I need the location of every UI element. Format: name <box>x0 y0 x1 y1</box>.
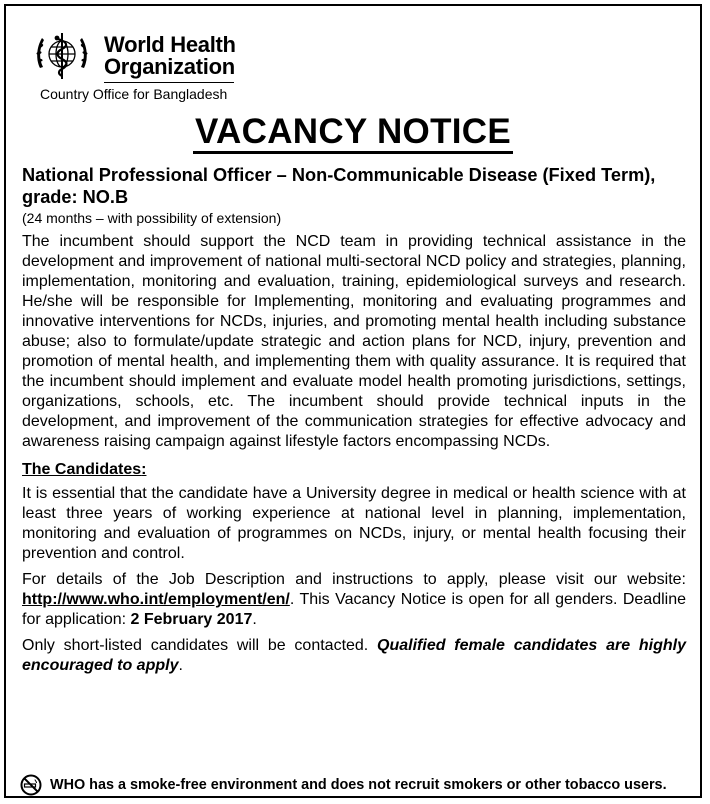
closing-end: . <box>178 657 183 674</box>
candidates-heading <box>22 460 686 480</box>
org-name-line1: World Health <box>104 32 236 57</box>
job-title <box>22 164 686 208</box>
employment-link[interactable]: http://www.who.int/employment/en/ <box>22 591 290 608</box>
job-title-line1: National Professional Officer – Non-Communicable Disease (Fixed Term), <box>22 165 656 185</box>
org-divider <box>104 82 234 83</box>
notice-title: VACANCY NOTICE <box>193 112 513 154</box>
contract-duration: (24 months – with possibility of extension) <box>22 210 282 226</box>
job-description: The incumbent should support the NCD team in providing technical assistance in the development and improvement of national multi-sectoral NCD policy and strategies, planning, implementation, monitoring and evaluation, training, epidemiological surveys and research. He/she will be responsible for Implementing, monitoring and evaluating programmes and innovative interventions for NCDs, injuries, and promoting mental health including substance abuse; also to formulate/update strategic and action plans for NCD, injury, prevention and promotion of mental health, and implementing them with quality assurance. It is required that the incumbent should implement and evaluate model health promoting jurisdictions, settings, organizations, schools, etc. The incumbent should provide technical inputs in the development, and improvement of the communication strategies for effective advocacy and awareness raising campaign against lifestyle factors encompassing NCDs. <box>22 233 686 450</box>
apply-text-after: . This Vacancy Notice is open for all genders. Deadline for application: <box>22 591 686 628</box>
smoke-free-notice <box>20 772 692 798</box>
closing-text: Only short-listed candidates will be contacted. <box>22 637 378 654</box>
candidates-heading-colon: : <box>141 461 147 478</box>
smoke-free-text: WHO has a smoke-free environment and does not recruit smokers or other tobacco users. <box>50 777 667 793</box>
notice-content <box>22 164 686 676</box>
no-smoking-icon <box>20 774 42 796</box>
who-emblem-icon <box>32 26 102 86</box>
candidate-requirements: It is essential that the candidate have a University degree in medical or health science with at least three years of working experience at national level in planning, implementation, monitoring and evaluation of programmes on NCDs, injury, or mental health focusing their prevention and control. <box>22 485 686 562</box>
country-office: Country Office for Bangladesh <box>40 86 228 102</box>
candidates-heading-text: The Candidates <box>22 461 142 478</box>
deadline-date: 2 February 2017 <box>130 611 253 628</box>
apply-text-before: For details of the Job Description and instructions to apply, please visit our website: <box>22 571 686 588</box>
who-logo <box>32 26 236 110</box>
female-candidates-note: Qualified female candidates are highly encouraged to apply <box>22 637 686 674</box>
closing-statement <box>22 636 686 676</box>
vacancy-notice-page <box>4 4 702 798</box>
notice-title-wrap <box>6 112 700 152</box>
job-title-line2: grade: NO.B <box>22 187 129 207</box>
organization-name <box>104 34 236 78</box>
application-instructions <box>22 570 686 630</box>
apply-end: . <box>252 611 257 628</box>
org-name-line2: Organization <box>104 54 235 79</box>
